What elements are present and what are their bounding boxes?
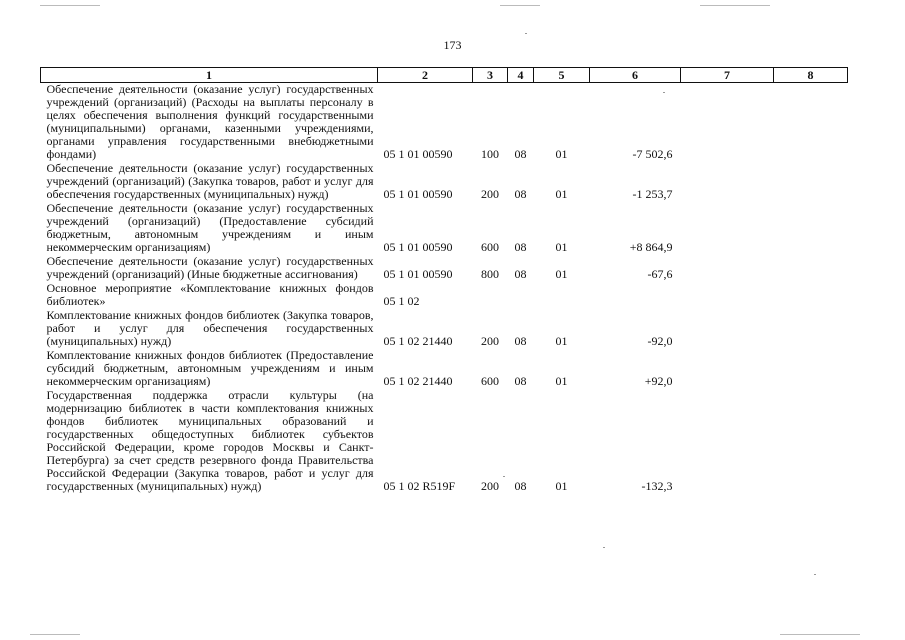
row-expense-type: 200 — [481, 187, 499, 201]
row-col8 — [774, 83, 848, 163]
row-expense-type: 600 — [481, 240, 499, 254]
row-col8 — [774, 282, 848, 309]
row-section: 08 — [514, 240, 527, 254]
row-expense-type: 200 — [481, 479, 499, 493]
scan-rule — [40, 5, 100, 6]
row-subsection: 01 — [555, 334, 568, 348]
table-row — [41, 389, 848, 494]
row-budget-code: 05 1 01 00590 — [383, 187, 453, 201]
column-header: 3 — [473, 68, 508, 83]
column-header: 1 — [41, 68, 378, 83]
row-section: 08 — [514, 374, 527, 388]
row-subsection: 01 — [555, 479, 568, 493]
row-description: Обеспечение деятельности (оказание услуг) государственных учреждений (организаций) (Предоставление субсидий бюджетным, автономным учреждениям и иным некоммерческим организациям) — [46, 201, 374, 254]
row-subsection — [534, 282, 590, 309]
table-row — [41, 255, 848, 282]
table-row — [41, 309, 848, 349]
scan-rule — [700, 5, 770, 6]
row-section: 08 — [514, 267, 527, 281]
row-col7 — [681, 83, 774, 163]
row-expense-type: 800 — [481, 267, 499, 281]
column-number-header — [41, 68, 848, 83]
row-expense-type: 100 — [481, 147, 499, 161]
scan-speck — [603, 547, 605, 548]
row-budget-code: 05 1 02 — [383, 294, 420, 308]
row-description: Комплектование книжных фондов библиотек (Предоставление субсидий бюджетным, автономным учреждениям и иным некоммерческим организациям) — [46, 348, 374, 388]
row-subsection: 01 — [555, 374, 568, 388]
row-section: 08 — [514, 187, 527, 201]
row-subsection: 01 — [555, 267, 568, 281]
row-description: Обеспечение деятельности (оказание услуг) государственных учреждений (организаций) (Иные бюджетные ассигнования) — [46, 254, 374, 281]
row-col8 — [774, 202, 848, 255]
table-row — [41, 349, 848, 389]
row-amount: -7 502,6 — [632, 147, 673, 161]
row-amount: +92,0 — [644, 374, 673, 388]
row-col7 — [681, 282, 774, 309]
row-budget-code: 05 1 01 00590 — [383, 147, 453, 161]
row-amount: -67,6 — [647, 267, 673, 281]
row-section — [508, 282, 534, 309]
row-description: Государственная поддержка отрасли культуры (на модернизацию библиотек в части комплектования книжных фондов библиотек муниципальных образований и государственных общедоступных библиотек субъектов Российской Федерации, кроме городов Москвы и Санкт-Петербурга) за счет средств резервного фонда Правительства Российской Федерации (Закупка товаров, работ и услуг для государственных (муниципальных) нужд) — [46, 388, 374, 493]
row-budget-code: 05 1 01 00590 — [383, 240, 453, 254]
scan-speck — [503, 476, 505, 477]
row-section: 08 — [514, 479, 527, 493]
row-section: 08 — [514, 147, 527, 161]
scan-speck — [525, 33, 527, 34]
row-description: Обеспечение деятельности (оказание услуг) государственных учреждений (организаций) (Расходы на выплаты персоналу в целях обеспечения выполнения функций государственными (муниципальными) органами, казенными учреждениями, органами управления государственными внебюджетными фондами) — [46, 82, 374, 161]
column-header: 5 — [534, 68, 590, 83]
row-budget-code: 05 1 02 R519F — [383, 479, 456, 493]
budget-table — [40, 67, 848, 494]
table-row — [41, 282, 848, 309]
row-description: Комплектование книжных фондов библиотек (Закупка товаров, работ и услуг для обеспечения государственных (муниципальных) нужд) — [46, 308, 374, 348]
row-subsection: 01 — [555, 240, 568, 254]
scan-rule — [30, 634, 80, 635]
row-budget-code: 05 1 01 00590 — [383, 267, 453, 281]
scan-speck — [814, 574, 816, 575]
column-header: 2 — [378, 68, 473, 83]
row-amount — [590, 282, 681, 309]
row-budget-code: 05 1 02 21440 — [383, 334, 453, 348]
row-col7 — [681, 202, 774, 255]
row-col8 — [774, 309, 848, 349]
table-row — [41, 202, 848, 255]
row-subsection: 01 — [555, 187, 568, 201]
row-col7 — [681, 389, 774, 494]
column-header: 8 — [774, 68, 848, 83]
row-expense-type — [473, 282, 508, 309]
table-row — [41, 162, 848, 202]
row-col8 — [774, 255, 848, 282]
row-description: Основное мероприятие «Комплектование книжных фондов библиотек» — [46, 281, 374, 308]
row-col7 — [681, 349, 774, 389]
column-header: 7 — [681, 68, 774, 83]
row-description: Обеспечение деятельности (оказание услуг) государственных учреждений (организаций) (Закупка товаров, работ и услуг для обеспечения государственных (муниципальных) нужд) — [46, 161, 374, 201]
row-col7 — [681, 255, 774, 282]
row-col8 — [774, 349, 848, 389]
scan-rule — [500, 5, 540, 6]
row-col8 — [774, 389, 848, 494]
row-amount: +8 864,9 — [629, 240, 673, 254]
row-col7 — [681, 309, 774, 349]
row-subsection: 01 — [555, 147, 568, 161]
row-expense-type: 200 — [481, 334, 499, 348]
row-amount: -92,0 — [647, 334, 673, 348]
row-budget-code: 05 1 02 21440 — [383, 374, 453, 388]
column-header: 4 — [508, 68, 534, 83]
row-col7 — [681, 162, 774, 202]
scan-rule — [780, 634, 860, 635]
scan-speck — [663, 92, 665, 93]
table-row — [41, 83, 848, 163]
row-amount: -132,3 — [641, 479, 673, 493]
row-amount: -1 253,7 — [632, 187, 673, 201]
page-number: 173 — [443, 38, 462, 52]
column-header: 6 — [590, 68, 681, 83]
row-col8 — [774, 162, 848, 202]
row-section: 08 — [514, 334, 527, 348]
row-expense-type: 600 — [481, 374, 499, 388]
